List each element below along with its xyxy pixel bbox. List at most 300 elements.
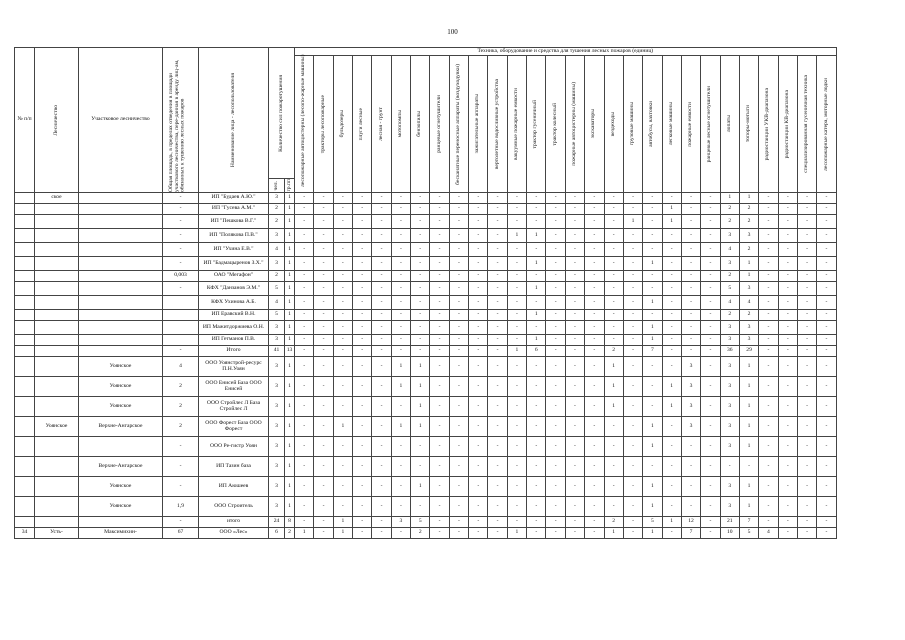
equipment-value: - <box>797 215 816 229</box>
equipment-value: 3 <box>739 321 758 335</box>
equipment-value: - <box>662 310 681 321</box>
col-district-header: Участковое лесничество <box>79 48 163 193</box>
equipment-value: - <box>488 397 507 417</box>
equipment-value: - <box>585 497 604 517</box>
equipment-value: - <box>430 193 449 204</box>
row-people: 6 <box>269 528 285 539</box>
equipment-value: 3 <box>720 377 739 397</box>
equipment-value: 1 <box>411 397 430 417</box>
equipment-value: - <box>353 257 372 271</box>
equipment-value: - <box>817 257 836 271</box>
equipment-value: - <box>391 229 410 243</box>
equipment-value: - <box>623 417 642 437</box>
equipment-value: - <box>469 257 488 271</box>
equipment-value: - <box>701 310 720 321</box>
equipment-header <box>527 56 546 193</box>
equipment-value: 1 <box>739 377 758 397</box>
equipment-value: 3 <box>720 397 739 417</box>
equipment-value: - <box>372 497 391 517</box>
equipment-value: - <box>314 397 333 417</box>
row-district: Уоянское <box>79 477 163 497</box>
equipment-value: - <box>701 243 720 257</box>
equipment-value: - <box>701 397 720 417</box>
equipment-value: - <box>411 204 430 215</box>
equipment-value: - <box>778 193 797 204</box>
equipment-value: - <box>430 457 449 477</box>
equipment-value: - <box>391 477 410 497</box>
equipment-value: 5 <box>411 517 430 528</box>
equipment-value: - <box>353 243 372 257</box>
equipment-value: - <box>778 321 797 335</box>
equipment-value: - <box>759 282 778 296</box>
row-people: 3 <box>269 457 285 477</box>
row-company: ООО Енисей База ООО Енисей <box>199 377 269 397</box>
equipment-value: - <box>701 204 720 215</box>
equipment-value: - <box>507 193 526 204</box>
equipment-value: - <box>353 215 372 229</box>
row-area: - <box>163 193 199 204</box>
equipment-header-text: бензопилы <box>416 111 423 137</box>
row-no <box>15 243 35 257</box>
equipment-value: - <box>701 497 720 517</box>
equipment-value: - <box>449 437 468 457</box>
equipment-value: - <box>391 296 410 310</box>
equipment-value: - <box>411 271 430 282</box>
equipment-header <box>372 56 391 193</box>
equipment-value: - <box>488 204 507 215</box>
row-area: - <box>163 243 199 257</box>
row-forestry: Уоянское <box>35 417 79 437</box>
row-company: ИП Аюшеев <box>199 477 269 497</box>
equipment-value: - <box>372 257 391 271</box>
equipment-value: - <box>430 321 449 335</box>
equipment-value: - <box>295 282 314 296</box>
row-no <box>15 417 35 437</box>
equipment-value: - <box>353 377 372 397</box>
equipment-value: - <box>565 282 584 296</box>
equipment-value: 3 <box>720 497 739 517</box>
equipment-value: - <box>759 296 778 310</box>
row-people: 5 <box>269 310 285 321</box>
row-area: 4 <box>163 357 199 377</box>
equipment-value: - <box>701 271 720 282</box>
equipment-value: - <box>449 377 468 397</box>
equipment-value: - <box>372 397 391 417</box>
equipment-value: - <box>546 457 565 477</box>
equipment-value: - <box>449 477 468 497</box>
equipment-value: - <box>759 517 778 528</box>
equipment-header-text: лесопожарные автоцистерны (лесопо-жарные машины) <box>300 54 307 187</box>
equipment-value: 6 <box>527 346 546 357</box>
equipment-value: - <box>391 257 410 271</box>
table-row <box>15 335 837 346</box>
row-groups: 1 <box>285 477 295 497</box>
equipment-value: - <box>314 357 333 377</box>
equipment-value: - <box>759 377 778 397</box>
equipment-value: - <box>604 282 623 296</box>
equipment-value: - <box>488 417 507 437</box>
equipment-value: - <box>527 357 546 377</box>
equipment-value: - <box>430 377 449 397</box>
equipment-value: - <box>353 229 372 243</box>
equipment-value: - <box>333 346 352 357</box>
equipment-value: - <box>469 497 488 517</box>
equipment-header-text: грузовые машины <box>629 102 636 146</box>
equipment-value: - <box>507 357 526 377</box>
equipment-value: - <box>546 397 565 417</box>
row-forestry <box>35 357 79 377</box>
equipment-header <box>449 56 468 193</box>
row-area <box>163 310 199 321</box>
equipment-value: - <box>411 437 430 457</box>
equipment-value: - <box>662 296 681 310</box>
equipment-header <box>469 56 488 193</box>
equipment-value: 3 <box>720 477 739 497</box>
equipment-value: - <box>391 204 410 215</box>
equipment-value: - <box>585 346 604 357</box>
equipment-value: - <box>759 437 778 457</box>
equipment-value: - <box>681 193 700 204</box>
equipment-value: - <box>314 243 333 257</box>
equipment-value: - <box>681 257 700 271</box>
row-district <box>79 517 163 528</box>
equipment-header-text: бульдозеры <box>338 110 345 138</box>
equipment-value: - <box>507 437 526 457</box>
equipment-value: - <box>391 335 410 346</box>
equipment-value: - <box>681 229 700 243</box>
equipment-value: - <box>701 257 720 271</box>
equipment-value: - <box>430 437 449 457</box>
equipment-value: - <box>411 296 430 310</box>
equipment-value: 1 <box>739 397 758 417</box>
equipment-value: - <box>662 497 681 517</box>
equipment-value: - <box>488 271 507 282</box>
equipment-header-text: легковые машины <box>667 102 674 146</box>
equipment-value: - <box>662 477 681 497</box>
equipment-value: - <box>643 229 662 243</box>
equipment-value: - <box>778 215 797 229</box>
equipment-value: - <box>759 497 778 517</box>
row-forestry <box>35 477 79 497</box>
equipment-value: - <box>507 377 526 397</box>
equipment-value: - <box>797 271 816 282</box>
equipment-value: - <box>314 229 333 243</box>
equipment-value: - <box>604 321 623 335</box>
row-district: Уоянское <box>79 397 163 417</box>
row-groups: 1 <box>285 257 295 271</box>
row-district <box>79 335 163 346</box>
equipment-value: - <box>546 282 565 296</box>
equipment-value: - <box>778 310 797 321</box>
table-row <box>15 215 837 229</box>
equipment-value: - <box>411 335 430 346</box>
equipment-header-text: вездеходы <box>609 111 616 137</box>
equipment-value: - <box>565 346 584 357</box>
equipment-value: 1 <box>391 377 410 397</box>
equipment-value: - <box>353 193 372 204</box>
col-company-header <box>199 48 269 193</box>
equipment-header-text: зажигательные аппараты <box>474 94 481 154</box>
equipment-value: - <box>585 243 604 257</box>
equipment-header <box>759 56 778 193</box>
equipment-value: - <box>391 215 410 229</box>
equipment-value: - <box>449 517 468 528</box>
equipment-value: - <box>469 229 488 243</box>
equipment-value: - <box>353 346 372 357</box>
equipment-value: - <box>411 457 430 477</box>
equipment-value: - <box>759 215 778 229</box>
equipment-value: - <box>797 321 816 335</box>
equipment-value: - <box>469 357 488 377</box>
row-groups: 13 <box>285 346 295 357</box>
equipment-value: - <box>469 282 488 296</box>
row-company: КФХ Ухинова А.Б. <box>199 296 269 310</box>
equipment-value: - <box>333 257 352 271</box>
equipment-value: - <box>314 517 333 528</box>
table-row <box>15 477 837 497</box>
equipment-value: - <box>507 517 526 528</box>
row-forestry <box>35 397 79 417</box>
equipment-value: - <box>565 437 584 457</box>
equipment-value: - <box>333 229 352 243</box>
equipment-value: - <box>759 457 778 477</box>
equipment-value: - <box>469 437 488 457</box>
row-people: 3 <box>269 437 285 457</box>
equipment-value: 3 <box>739 229 758 243</box>
table-row <box>15 517 837 528</box>
row-no <box>15 357 35 377</box>
equipment-value: - <box>488 517 507 528</box>
equipment-value: - <box>797 296 816 310</box>
row-groups: 1 <box>285 357 295 377</box>
equipment-value: - <box>449 335 468 346</box>
equipment-value: - <box>681 271 700 282</box>
equipment-value: - <box>643 310 662 321</box>
equipment-value: 2 <box>720 204 739 215</box>
equipment-value: - <box>565 204 584 215</box>
row-forestry <box>35 457 79 477</box>
equipment-value: - <box>527 397 546 417</box>
equipment-value: - <box>797 257 816 271</box>
equipment-value: - <box>565 229 584 243</box>
equipment-value: - <box>565 296 584 310</box>
equipment-value: - <box>797 528 816 539</box>
equipment-value: - <box>604 437 623 457</box>
equipment-value: - <box>797 282 816 296</box>
row-district: Уоянское <box>79 497 163 517</box>
equipment-value: - <box>391 457 410 477</box>
equipment-value: - <box>797 243 816 257</box>
equipment-value: - <box>623 357 642 377</box>
equipment-value: - <box>623 271 642 282</box>
row-no <box>15 229 35 243</box>
equipment-header <box>681 56 700 193</box>
equipment-value: - <box>565 215 584 229</box>
equipment-value: - <box>701 215 720 229</box>
equipment-value: - <box>778 257 797 271</box>
equipment-value: - <box>778 204 797 215</box>
equipment-value: 4 <box>759 528 778 539</box>
equipment-value: - <box>391 528 410 539</box>
equipment-value: - <box>314 215 333 229</box>
equipment-value: - <box>681 243 700 257</box>
equipment-value: - <box>295 321 314 335</box>
equipment-value: - <box>643 204 662 215</box>
row-no <box>15 193 35 204</box>
equipment-header <box>430 56 449 193</box>
row-company: ИП "Будаев А.Ю." <box>199 193 269 204</box>
row-area: - <box>163 229 199 243</box>
equipment-value: - <box>314 282 333 296</box>
equipment-value: - <box>797 437 816 457</box>
row-company: ООО Стройлес Л База Стройлес Л <box>199 397 269 417</box>
equipment-value: 1 <box>662 215 681 229</box>
equipment-header-text: вакуумные пожарные емкости <box>513 87 520 161</box>
row-forestry <box>35 497 79 517</box>
row-no <box>15 215 35 229</box>
equipment-value: - <box>372 437 391 457</box>
equipment-value: - <box>681 437 700 457</box>
equipment-value: - <box>527 296 546 310</box>
table-row <box>15 204 837 215</box>
equipment-value: - <box>507 335 526 346</box>
equipment-value: - <box>314 457 333 477</box>
equipment-value: - <box>759 204 778 215</box>
row-forestry <box>35 321 79 335</box>
equipment-value: - <box>333 497 352 517</box>
row-people: 2 <box>269 271 285 282</box>
row-groups: 2 <box>285 528 295 539</box>
equipment-value: - <box>623 457 642 477</box>
equipment-value: - <box>314 417 333 437</box>
equipment-value: - <box>527 321 546 335</box>
equipment-value: - <box>488 437 507 457</box>
row-people: 4 <box>269 243 285 257</box>
equipment-value: - <box>565 321 584 335</box>
row-area: - <box>163 517 199 528</box>
equipment-value: 1 <box>662 397 681 417</box>
equipment-value: - <box>372 346 391 357</box>
equipment-value: - <box>488 229 507 243</box>
equipment-value: - <box>565 335 584 346</box>
equipment-value: - <box>353 497 372 517</box>
equipment-value: - <box>488 377 507 397</box>
equipment-value: - <box>372 321 391 335</box>
equipment-value: - <box>391 346 410 357</box>
equipment-value: - <box>778 282 797 296</box>
equipment-value: - <box>430 282 449 296</box>
row-company: ИП "Гусева А.М." <box>199 204 269 215</box>
equipment-value: - <box>430 215 449 229</box>
equipment-value: 1 <box>643 477 662 497</box>
equipment-value: - <box>430 357 449 377</box>
equipment-value: - <box>391 397 410 417</box>
equipment-value: 1 <box>739 357 758 377</box>
equipment-header-text: мотопомпы <box>396 110 403 138</box>
equipment-value: - <box>314 296 333 310</box>
equipment-value: - <box>546 204 565 215</box>
row-forestry <box>35 204 79 215</box>
equipment-value: - <box>372 517 391 528</box>
equipment-value: 2 <box>720 271 739 282</box>
equipment-value: 1 <box>391 357 410 377</box>
row-people: 3 <box>269 377 285 397</box>
equipment-value: - <box>565 517 584 528</box>
equipment-value: - <box>546 377 565 397</box>
equipment-value: - <box>604 335 623 346</box>
equipment-value: - <box>546 437 565 457</box>
equipment-value: - <box>817 321 836 335</box>
equipment-value: - <box>507 282 526 296</box>
equipment-value: - <box>623 296 642 310</box>
row-no <box>15 437 35 457</box>
equipment-value: 3 <box>681 397 700 417</box>
equipment-value: - <box>372 417 391 437</box>
equipment-value: - <box>643 282 662 296</box>
equipment-value: - <box>759 310 778 321</box>
equipment-value: 1 <box>507 346 526 357</box>
row-company: ИП Гетманов П.В. <box>199 335 269 346</box>
equipment-header <box>565 56 584 193</box>
equipment-value: - <box>527 215 546 229</box>
row-company: ИП Мажитдоржиева О.Н. <box>199 321 269 335</box>
equipment-value: 3 <box>720 321 739 335</box>
equipment-value: - <box>817 296 836 310</box>
equipment-value: 2 <box>739 243 758 257</box>
equipment-value: - <box>623 193 642 204</box>
equipment-value: - <box>681 477 700 497</box>
row-groups: 1 <box>285 204 295 215</box>
equipment-value: 1 <box>411 377 430 397</box>
equipment-value: - <box>643 215 662 229</box>
equipment-value: 1 <box>411 357 430 377</box>
row-area <box>163 296 199 310</box>
equipment-value: - <box>527 377 546 397</box>
equipment-value: - <box>797 204 816 215</box>
equipment-value: - <box>507 321 526 335</box>
equipment-value: - <box>295 346 314 357</box>
equipment-header <box>720 56 739 193</box>
equipment-value: - <box>643 271 662 282</box>
equipment-value: - <box>643 357 662 377</box>
row-district <box>79 193 163 204</box>
equipment-value: - <box>701 193 720 204</box>
row-forestry <box>35 310 79 321</box>
equipment-value: - <box>469 517 488 528</box>
row-district <box>79 282 163 296</box>
equipment-value: - <box>817 282 836 296</box>
equipment-value: 3 <box>720 437 739 457</box>
equipment-value: - <box>585 282 604 296</box>
equipment-value: - <box>585 377 604 397</box>
equipment-value: - <box>585 321 604 335</box>
equipment-value: - <box>565 377 584 397</box>
equipment-value: - <box>681 346 700 357</box>
equipment-value: - <box>391 310 410 321</box>
table-row <box>15 417 837 437</box>
equipment-value: - <box>372 457 391 477</box>
equipment-value: - <box>449 497 468 517</box>
equipment-value: - <box>314 497 333 517</box>
equipment-value: - <box>720 457 739 477</box>
table-row <box>15 528 837 539</box>
equipment-value: 4 <box>720 296 739 310</box>
equipment-header-text: тракторы лесопожарные <box>319 94 326 154</box>
row-groups: 1 <box>285 282 295 296</box>
equipment-value: - <box>546 517 565 528</box>
row-groups: 1 <box>285 193 295 204</box>
equipment-value: - <box>778 229 797 243</box>
